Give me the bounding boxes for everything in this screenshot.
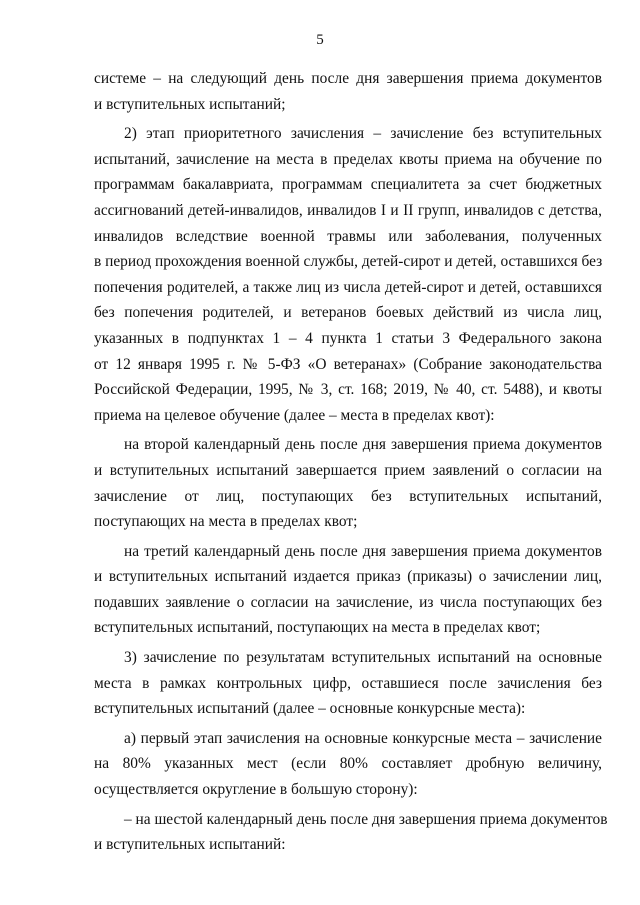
text-line: 3) зачисление по результатам вступительных испытаний на основные — [124, 649, 602, 667]
text-line: подавших заявление о согласии на зачисление, из числа поступающих без — [94, 593, 602, 611]
text-line: поступающих на места в пределах квот; — [94, 513, 358, 531]
text-line: в период прохождения военной службы, детей-сирот и детей, оставшихся без — [94, 253, 603, 271]
text-line: вступительных испытаний (далее – основные конкурсные места): — [94, 700, 526, 718]
text-line: испытаний, зачисление на места в пределах квоты приема на обучение по — [94, 150, 602, 168]
text-line: системе – на следующий день после дня завершения приема документов — [94, 70, 602, 87]
text-line: без попечения родителей, и ветеранов боевых действий из числа лиц, — [94, 304, 602, 322]
text-line: а) первый этап зачисления на основные конкурсные места – зачисление — [124, 729, 602, 747]
paragraph — [94, 807, 608, 858]
text-line: на 80% указанных мест (если 80% составляет дробную величину, — [94, 755, 602, 773]
text-line: приема на целевое обучение (далее – места в пределах квот): — [94, 406, 495, 424]
text-line: указанных в подпунктах 1 – 4 пункта 1 статьи 3 Федерального закона — [94, 329, 602, 347]
paragraph — [94, 432, 602, 534]
text-line: попечения родителей, а также лиц из числа детей-сирот и детей, оставшихся — [94, 278, 602, 296]
text-line: места в рамках контрольных цифр, оставшиеся после зачисления без — [94, 674, 602, 692]
text-line: 2) этап приоритетного зачисления – зачисление без вступительных — [124, 125, 602, 143]
text-line: и вступительных испытаний; — [94, 95, 286, 113]
text-line: – на шестой календарный день после дня завершения приема документов — [124, 810, 608, 828]
text-line: от 12 января 1995 г. № 5-ФЗ «О ветеранах» (Собрание законодательства — [94, 355, 602, 373]
text-line: Российской Федерации, 1995, № 3, ст. 168; 2019, № 40, ст. 5488), и квоты — [94, 381, 602, 399]
text-line: на третий календарный день после дня завершения приема документов — [124, 542, 602, 560]
page-number: 5 — [316, 32, 324, 48]
paragraph — [94, 121, 602, 428]
text-line: инвалидов вследствие военной травмы или заболевания, полученных — [94, 227, 602, 245]
text-line: и вступительных испытаний завершается прием заявлений о согласии на — [94, 461, 602, 479]
text-line: программам бакалавриата, программам специалитета за счет бюджетных — [94, 176, 602, 194]
paragraph — [94, 645, 602, 722]
text-line: ассигнований детей-инвалидов, инвалидов I и II групп, инвалидов с детства, — [94, 201, 602, 219]
text-line: осуществляется округление в большую сторону): — [94, 781, 418, 799]
paragraph — [94, 539, 602, 641]
text-line: вступительных испытаний, поступающих на места в пределах квот; — [94, 619, 541, 637]
text-line: и вступительных испытаний издается приказ (приказы) о зачислении лиц, — [94, 568, 602, 586]
text-line: и вступительных испытаний: — [94, 836, 286, 854]
text-line: на второй календарный день после дня завершения приема документов — [124, 436, 602, 454]
paragraph — [94, 726, 602, 803]
text-line: зачисление от лиц, поступающих без вступительных испытаний, — [94, 487, 602, 505]
document-body — [94, 66, 608, 858]
paragraph — [94, 66, 602, 117]
